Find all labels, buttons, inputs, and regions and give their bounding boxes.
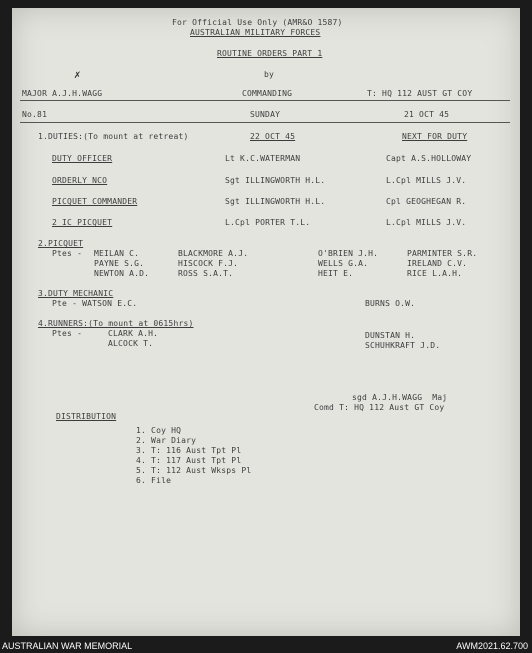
runners-current-1: CLARK A.H. [108,329,159,338]
duties-heading-text: 1.DUTIES:(To mount at retreat) [38,132,189,141]
picquet-heading: 2.PICQUET [38,239,84,248]
distribution-item-3: 3. T: 116 Aust Tpt Pl [136,446,242,455]
duty-role-4: 2 IC PICQUET [52,218,113,227]
picquet-c3-1: O'BRIEN J.H. [318,249,379,258]
runners-next-2: SCHUHKRAFT J.D. [365,341,441,350]
duty-current-1: Lt K.C.WATERMAN [225,154,301,163]
issuer-role: COMMANDING [242,89,293,98]
duty-next-1: Capt A.S.HOLLOWAY [386,154,472,163]
duties-date: 22 OCT 45 [250,132,296,141]
duty-role-1: DUTY OFFICER [52,154,113,163]
rule-number [20,122,510,123]
mechanic-heading: 3.DUTY MECHANIC [38,289,114,298]
picquet-c1-3: NEWTON A.D. [94,269,150,278]
distribution-item-6: 6. File [136,476,172,485]
signature-line-1: sgd A.J.H.WAGG Maj [352,393,448,402]
picquet-prefix: Ptes - [52,249,83,258]
duty-current-4: L.Cpl PORTER T.L. [225,218,311,227]
duty-next-4: L.Cpl MILLS J.V. [386,218,467,227]
duty-role-3: PICQUET COMMANDER [52,197,138,206]
header-line-forces: AUSTRALIAN MILITARY FORCES [190,28,321,37]
picquet-c2-1: BLACKMORE A.J. [178,249,249,258]
issuer-unit: T: HQ 112 AUST GT COY [367,89,473,98]
order-date: 21 OCT 45 [404,110,450,119]
runners-heading: 4.RUNNERS:(To mount at 0615hrs) [38,319,194,328]
duty-current-3: Sgt ILLINGWORTH H.L. [225,197,326,206]
picquet-c3-2: WELLS G.A. [318,259,369,268]
picquet-c4-1: PARMINTER S.R. [407,249,478,258]
rule-issuer [20,100,510,101]
duties-heading [38,132,189,142]
header-line-official: For Official Use Only (AMR&O 1587) [172,18,343,27]
issuer-name: MAJOR A.J.H.WAGG [22,89,103,98]
duty-next-3: Cpl GEOGHEGAN R. [386,197,467,206]
document-sheet [12,8,520,636]
footer-accession: AWM2021.62.700 [456,641,528,651]
runners-next-1: DUNSTAN H. [365,331,416,340]
header-line-by: by [264,70,275,79]
picquet-c2-2: HISCOCK F.J. [178,259,239,268]
duty-current-2: Sgt ILLINGWORTH H.L. [225,176,326,185]
distribution-item-1: 1. Coy HQ [136,426,182,435]
footer-institution: AUSTRALIAN WAR MEMORIAL [2,641,133,651]
duty-role-2: ORDERLY NCO [52,176,108,185]
mechanic-current: Pte - WATSON E.C. [52,299,138,308]
picquet-c1-1: MEILAN C. [94,249,140,258]
handwritten-mark: ✗ [74,68,81,81]
picquet-c1-2: PAYNE S.G. [94,259,145,268]
order-day: SUNDAY [250,110,281,119]
picquet-c4-2: IRELAND C.V. [407,259,468,268]
header-line-routine-orders: ROUTINE ORDERS PART 1 [217,49,323,58]
signature-line-2: Comd T: HQ 112 Aust GT Coy [314,403,445,412]
distribution-item-5: 5. T: 112 Aust Wksps Pl [136,466,252,475]
picquet-c3-3: HEIT E. [318,269,354,278]
duties-next-header: NEXT FOR DUTY [402,132,468,141]
picquet-c4-3: RICE L.A.H. [407,269,463,278]
distribution-item-4: 4. T: 117 Aust Tpt Pl [136,456,242,465]
order-number: No.81 [22,110,48,119]
distribution-heading: DISTRIBUTION [56,412,117,421]
runners-current-2: ALCOCK T. [108,339,154,348]
duty-next-2: L.Cpl MILLS J.V. [386,176,467,185]
distribution-item-2: 2. War Diary [136,436,197,445]
mechanic-next: BURNS O.W. [365,299,416,308]
picquet-c2-3: ROSS S.A.T. [178,269,234,278]
runners-prefix: Ptes - [52,329,83,338]
